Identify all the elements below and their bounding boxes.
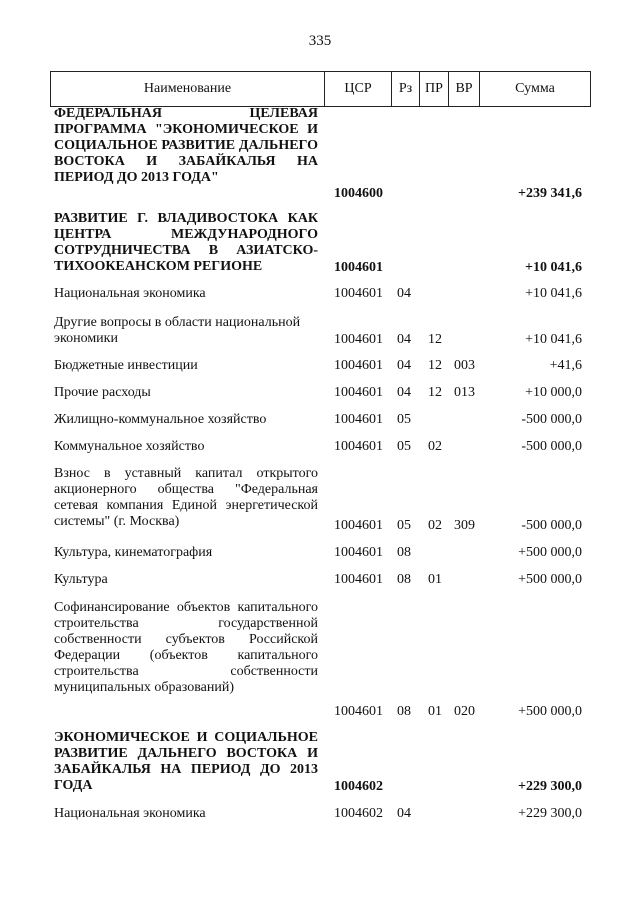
row-rz: 08	[397, 704, 411, 719]
row-pr: 02	[428, 439, 442, 454]
header-name: Наименование	[50, 72, 324, 106]
row-csr: 1004601	[334, 704, 383, 719]
row-name: Жилищно-коммунальное хозяйство	[54, 412, 267, 427]
row-name: Национальная экономика	[54, 806, 206, 821]
row-sum: +41,6	[549, 358, 582, 373]
row-name: Бюджетные инвестиции	[54, 358, 198, 373]
row-csr: 1004601	[334, 260, 383, 275]
table-header	[50, 71, 591, 107]
row-csr: 1004601	[334, 358, 383, 373]
row-csr: 1004601	[334, 545, 383, 560]
row-csr: 1004601	[334, 286, 383, 301]
row-rz: 04	[397, 332, 411, 347]
row-name: ФЕДЕРАЛЬНАЯ ЦЕЛЕВАЯ ПРОГРАММА "ЭКОНОМИЧЕСКОЕ И СОЦИАЛЬНОЕ РАЗВИТИЕ ДАЛЬНЕГО ВОСТОКА И ЗАБАЙКАЛЬЯ НА ПЕРИОД ДО 2013 ГОДА"	[54, 106, 318, 185]
row-csr: 1004601	[334, 439, 383, 454]
row-sum: -500 000,0	[521, 439, 582, 454]
row-vr: 020	[454, 704, 475, 719]
row-csr: 1004600	[334, 186, 383, 201]
row-pr: 01	[428, 572, 442, 587]
row-pr: 02	[428, 518, 442, 533]
row-sum: +10 041,6	[525, 260, 582, 275]
row-pr: 01	[428, 704, 442, 719]
row-pr: 12	[428, 332, 442, 347]
row-rz: 08	[397, 572, 411, 587]
row-sum: +10 041,6	[525, 332, 582, 347]
row-sum: -500 000,0	[521, 412, 582, 427]
row-csr: 1004601	[334, 385, 383, 400]
row-csr: 1004601	[334, 412, 383, 427]
header-vr: ВР	[448, 72, 479, 106]
row-csr: 1004601	[334, 332, 383, 347]
header-sum: Сумма	[479, 72, 591, 106]
row-sum: +500 000,0	[518, 545, 582, 560]
row-sum: +10 041,6	[525, 286, 582, 301]
row-csr: 1004602	[334, 779, 383, 794]
row-rz: 04	[397, 806, 411, 821]
row-sum: +239 341,6	[518, 186, 582, 201]
row-rz: 05	[397, 518, 411, 533]
row-rz: 04	[397, 358, 411, 373]
row-sum: +500 000,0	[518, 704, 582, 719]
row-rz: 05	[397, 439, 411, 454]
row-name: Прочие расходы	[54, 385, 151, 400]
row-csr: 1004602	[334, 806, 383, 821]
header-csr: ЦСР	[324, 72, 391, 106]
row-vr: 013	[454, 385, 475, 400]
row-csr: 1004601	[334, 572, 383, 587]
header-rz: Рз	[391, 72, 419, 106]
row-rz: 08	[397, 545, 411, 560]
row-name: Культура, кинематография	[54, 545, 213, 560]
row-vr: 003	[454, 358, 475, 373]
row-pr: 12	[428, 385, 442, 400]
row-vr: 309	[454, 518, 475, 533]
row-name: Культура	[54, 572, 108, 587]
row-name: Коммунальное хозяйство	[54, 439, 205, 454]
row-csr: 1004601	[334, 518, 383, 533]
row-sum: +229 300,0	[518, 806, 582, 821]
row-sum: +500 000,0	[518, 572, 582, 587]
row-name: РАЗВИТИЕ Г. ВЛАДИВОСТОКА КАК ЦЕНТРА МЕЖДУНАРОДНОГО СОТРУДНИЧЕСТВА В АЗИАТСКО-ТИХООКЕАНСКОМ РЕГИОНЕ	[54, 211, 318, 274]
row-rz: 05	[397, 412, 411, 427]
row-name: Другие вопросы в области национальной экономики	[54, 315, 301, 346]
row-rz: 04	[397, 385, 411, 400]
row-sum: -500 000,0	[521, 518, 582, 533]
row-sum: +10 000,0	[525, 385, 582, 400]
row-sum: +229 300,0	[518, 779, 582, 794]
page-number: 335	[308, 33, 332, 49]
row-name: ЭКОНОМИЧЕСКОЕ И СОЦИАЛЬНОЕ РАЗВИТИЕ ДАЛЬНЕГО ВОСТОКА И ЗАБАЙКАЛЬЯ НА ПЕРИОД ДО 2013 ГОДА	[54, 730, 318, 793]
row-name: Взнос в уставный капитал открытого акционерного общества "Федеральная сетевая компания Единой энергетической системы" (г. Москва)	[54, 466, 318, 529]
row-rz: 04	[397, 286, 411, 301]
header-pr: ПР	[419, 72, 448, 106]
row-name: Софинансирование объектов капитального строительства государственной собственности субъектов Российской Федерации (объектов капитального строительства собственности муниципальных образований)	[54, 600, 318, 695]
row-name: Национальная экономика	[54, 286, 206, 301]
row-pr: 12	[428, 358, 442, 373]
